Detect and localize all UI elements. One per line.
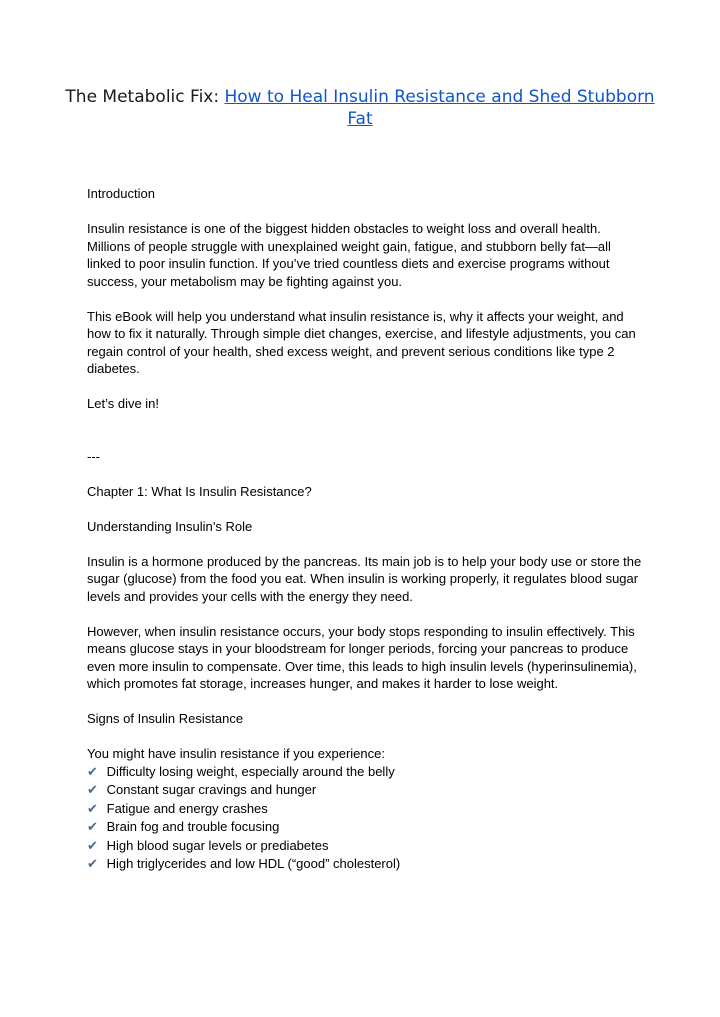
chapter-1-paragraph-1: Insulin is a hormone produced by the pancreas. Its main job is to help your body use or store the sugar (glucose) from the food you eat. When insulin is working properly, it regulates blood sugar levels and provides your cells with the energy they need. — [87, 553, 642, 604]
checkmark-icon: ✔ — [87, 783, 98, 798]
checkmark-icon: ✔ — [87, 857, 98, 872]
introduction-paragraph-2: This eBook will help you understand what insulin resistance is, why it affects your weight, and how to fix it naturally. Through simple diet changes, exercise, and lifestyle adjustments, you can regain control of your health, shed excess weight, and prevent serious conditions like type 2 diabetes. — [87, 308, 636, 376]
checkmark-icon: ✔ — [87, 764, 98, 780]
subheading-signs: Signs of Insulin Resistance — [87, 711, 244, 726]
list-item-text: High triglycerides and low HDL (“good” cholesterol) — [106, 856, 401, 871]
chapter-1-heading: Chapter 1: What Is Insulin Resistance? — [87, 483, 312, 499]
signs-list-intro: You might have insulin resistance if you experience: — [87, 746, 385, 761]
subheading-insulin-role: Understanding Insulin’s Role — [87, 518, 253, 534]
list-item — [87, 800, 647, 819]
list-item-text: Brain fog and trouble focusing — [106, 819, 280, 834]
list-item — [87, 855, 647, 874]
list-item — [87, 837, 647, 856]
list-item-text: High blood sugar levels or prediabetes — [106, 837, 329, 853]
checkmark-icon: ✔ — [87, 838, 98, 854]
document-title — [60, 86, 660, 130]
introduction-heading: Introduction — [87, 186, 155, 201]
list-item-text: Difficulty losing weight, especially around the belly — [106, 763, 395, 779]
section-divider: --- — [87, 448, 100, 464]
introduction-paragraph-1: Insulin resistance is one of the biggest hidden obstacles to weight loss and overall health. Millions of people struggle with unexplained weight gain, fatigue, and stubborn belly fat—all linked to poor insulin function. If you’ve tried countless diets and exercise programs without success, your metabolism may be fighting against you. — [87, 221, 611, 289]
chapter-1-paragraph-2: However, when insulin resistance occurs, your body stops responding to insulin effectively. This means glucose stays in your bloodstream for longer periods, forcing your pancreas to produce even more insulin to compensate. Over time, this leads to high insulin levels (hyperinsulinemia), which promotes fat storage, increases hunger, and makes it harder to lose weight. — [87, 623, 637, 691]
signs-list — [87, 763, 647, 874]
introduction-paragraph-3: Let’s dive in! — [87, 396, 160, 411]
list-item-text: Fatigue and energy crashes — [106, 800, 268, 816]
list-item — [87, 818, 647, 837]
checkmark-icon: ✔ — [87, 820, 98, 835]
list-item — [87, 763, 647, 782]
checkmark-icon: ✔ — [87, 801, 98, 817]
document-body — [87, 185, 647, 874]
list-item-text: Constant sugar cravings and hunger — [106, 782, 317, 797]
list-item — [87, 781, 647, 800]
title-prefix: The Metabolic Fix: — [65, 87, 225, 107]
title-link[interactable]: How to Heal Insulin Resistance and Shed Stubborn Fat — [224, 87, 655, 129]
